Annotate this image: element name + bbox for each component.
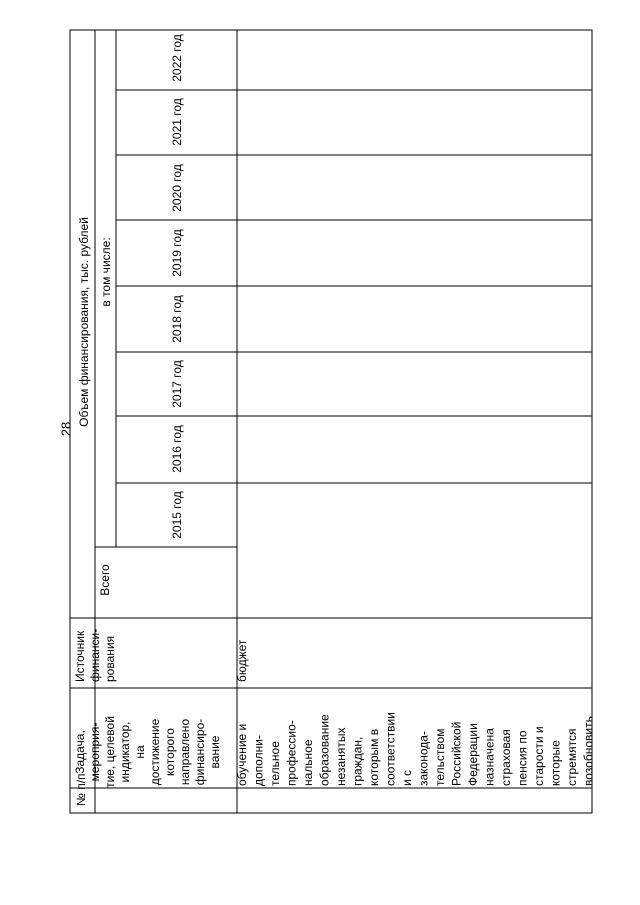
header-task-line: мероприя- [88,722,102,782]
page-number-text: 28 [58,421,74,437]
header-year-2015 [170,491,184,539]
row-task-line: и с [400,769,414,786]
row-task-line: тельное [268,741,282,786]
header-source-line: Источник [73,630,87,682]
header-task-line: тие, целевой [103,716,117,788]
header-source-line: финанси- [88,628,102,682]
header-total [98,564,112,596]
row-task-line: стремятся [565,728,579,786]
header-task [73,716,222,788]
header-task-line: достижение [148,718,162,786]
header-year-2017 [170,360,184,408]
header-year-2018 [170,295,184,343]
row-task-line: возобновить [581,716,596,786]
header-year-2020 [170,164,184,212]
header-year-text: 2019 год [170,229,184,277]
header-no [74,773,88,806]
header-year-text: 2020 год [170,164,184,212]
table-border [70,30,592,813]
header-task-line: направлено [178,718,192,786]
header-year-text: 2016 год [170,425,184,473]
header-year-2019 [170,229,184,277]
row-task-line: граждан, [350,736,365,786]
row-task-line: дополни- [251,735,266,786]
row-task-line: назначена [482,728,497,786]
row-task-line: которым в [367,728,381,786]
header-volume-text: Объем финансирования, тыс. рублей [77,217,91,427]
row-task-line: соответствии [383,712,398,786]
row-source [235,639,249,682]
header-including-text: в том числе: [99,237,113,307]
row-task-line: которые [548,740,563,786]
header-year-text: 2022 год [170,34,184,82]
header-year-text: 2021 год [170,98,184,146]
row-source-text: бюджет [235,639,249,682]
row-task-line: пенсия по [515,730,530,786]
header-source [73,629,117,682]
row-task-line: нальное [301,739,315,786]
header-task-line: Задача, [73,730,87,774]
row-task-line: Федерации [466,723,480,786]
header-including [99,237,113,306]
header-year-2022 [170,34,184,82]
row-task [235,712,596,786]
row-task-line: страховая [499,729,513,786]
header-volume [77,217,91,427]
header-total-text: Всего [98,564,112,596]
row-task-line: профессио- [284,720,299,786]
table-grid [70,30,592,813]
header-task-line: вание [208,735,222,769]
row-task-line: старости и [532,726,546,786]
header-no-text: № п/п [74,773,88,806]
header-year-text: 2015 год [170,491,184,539]
header-task-line: финансиро- [193,718,207,786]
row-task-line: тельством [433,728,447,786]
header-task-line: на [133,745,147,759]
header-year-text: 2017 год [170,360,184,408]
header-task-line: индикатор, [118,721,132,783]
header-year-2021 [170,98,184,146]
header-year-text: 2018 год [170,295,184,343]
row-task-line: образование [317,714,332,786]
row-task-line: законода- [416,731,431,786]
header-year-2016 [170,425,184,473]
header-source-line: рования [103,635,117,682]
header-task-line: которого [163,728,177,776]
row-task-line: Российской [449,721,464,786]
row-task-line: незанятых [334,727,348,786]
row-task-line: обучение и [235,723,249,786]
